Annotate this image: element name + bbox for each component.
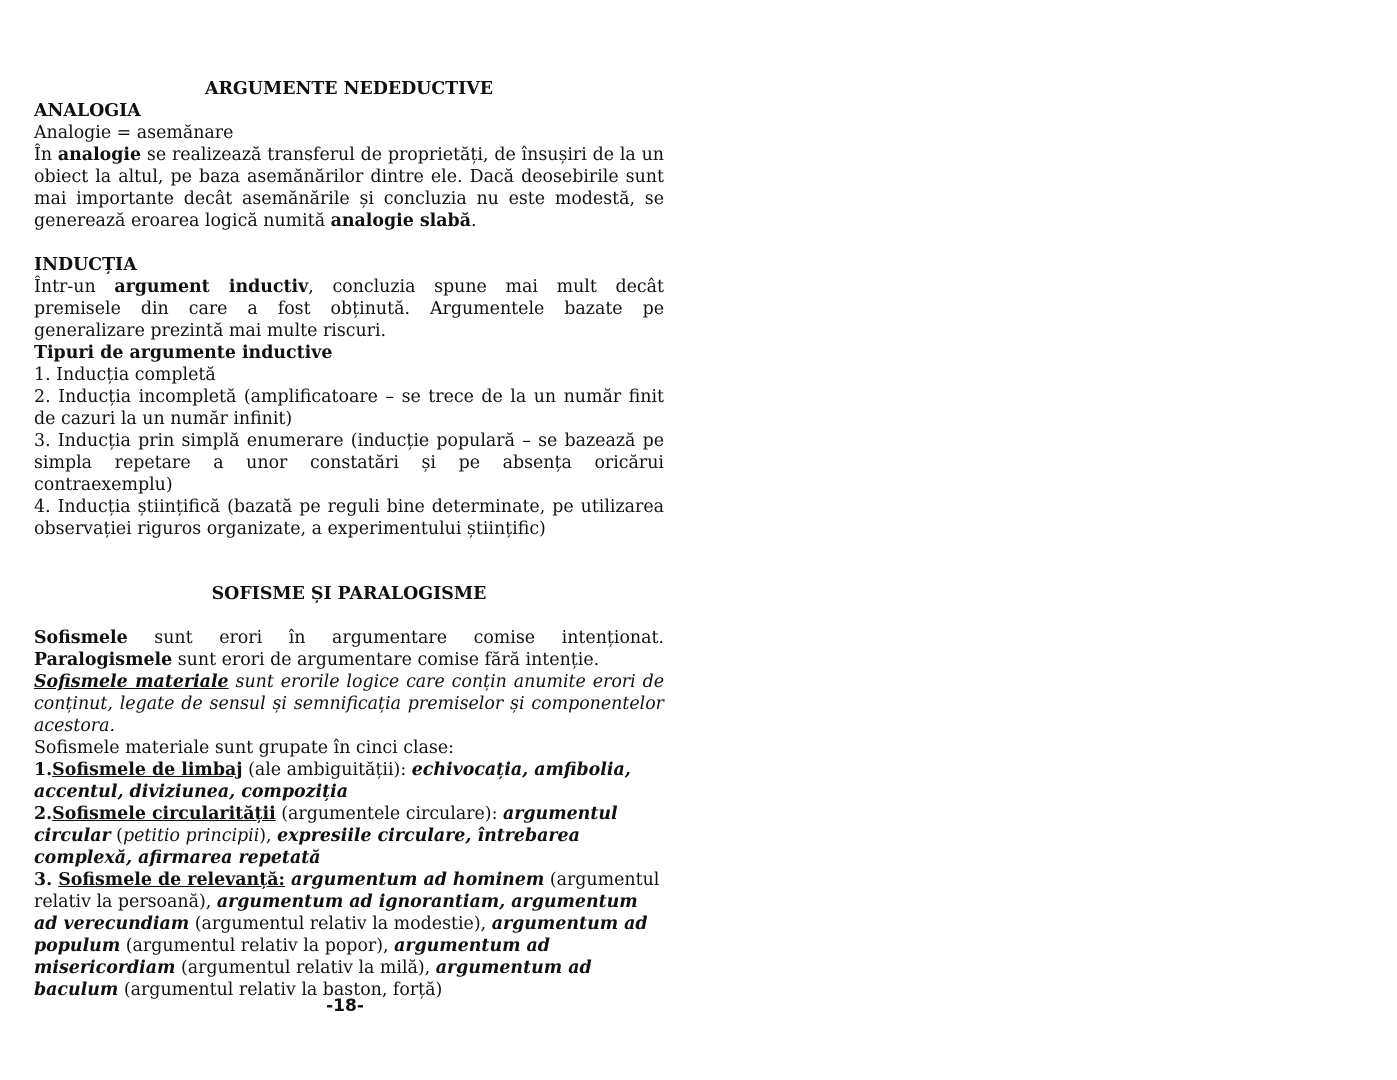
list-item: 2.Sofismele circularității (argumentele circulare): argumentul circular (petitio principii), expresiile circulare, întrebarea complexă, afirmarea repetată: [34, 804, 618, 868]
sofisme-paragraph: Sofismele sunt erori în argumentare comise intenționat. Paralogismele sunt erori de argumentare comise fără intenție.: [34, 628, 664, 670]
list-item: 1.Sofismele de limbaj (ale ambiguității): echivocația, amfibolia, accentul, diviziunea, compoziția: [34, 760, 631, 802]
inductia-paragraph: Într-un argument inductiv, concluzia spune mai mult decât premisele din care a fost obținută. Argumentele bazate pe generalizare prezintă mai multe riscuri.: [34, 277, 664, 341]
sofisme-clase-intro: Sofismele materiale sunt grupate în cinci clase:: [34, 738, 454, 758]
list-item: 2. Inducția incompletă (amplificatoare – se trece de la un număr finit de cazuri la un număr infinit): [34, 387, 664, 429]
document-page: [34, 78, 664, 1001]
analogia-definition: Analogie = asemănare: [34, 123, 234, 143]
sofisme-materiale-paragraph: Sofismele materiale sunt erorile logice care conțin anumite erori de conținut, legate de sensul și semnificația premiselor și componentelor acestora.: [34, 672, 664, 736]
page-number: -18-: [326, 996, 364, 1016]
list-item: 3. Inducția prin simplă enumerare (inducție populară – se bazează pe simpla repetare a unor constatări și pe absența oricărui contraexemplu): [34, 431, 664, 495]
analogia-paragraph: În analogie se realizează transferul de proprietăți, de însușiri de la un obiect la altul, pe baza asemănărilor dintre ele. Dacă deosebirile sunt mai importante decât asemănările și concluzia nu este modestă, se generează eroarea logică numită analogie slabă.: [34, 145, 664, 231]
heading-tipuri-argumente: Tipuri de argumente inductive: [34, 343, 333, 363]
section-title-sofisme: SOFISME ȘI PARALOGISME: [211, 584, 487, 604]
heading-inductia: INDUCȚIA: [34, 255, 137, 275]
section-title-argumente-nedeductive: ARGUMENTE NEDEDUCTIVE: [204, 79, 493, 99]
list-item: 1. Inducția completă: [34, 365, 216, 385]
list-item: 4. Inducția științifică (bazată pe reguli bine determinate, pe utilizarea observației riguros organizate, a experimentului științific): [34, 497, 664, 539]
list-item: 3. Sofismele de relevanță: argumentum ad hominem (argumentul relativ la persoană), argumentum ad ignorantiam, argumentum ad verecundiam (argumentul relativ la modestie), argumentum ad populum (argumentul relativ la popor), argumentum ad misericordiam (argumentul relativ la milă), argumentum ad baculum (argumentul relativ la baston, forță): [34, 870, 660, 1000]
heading-analogia: ANALOGIA: [34, 101, 141, 121]
